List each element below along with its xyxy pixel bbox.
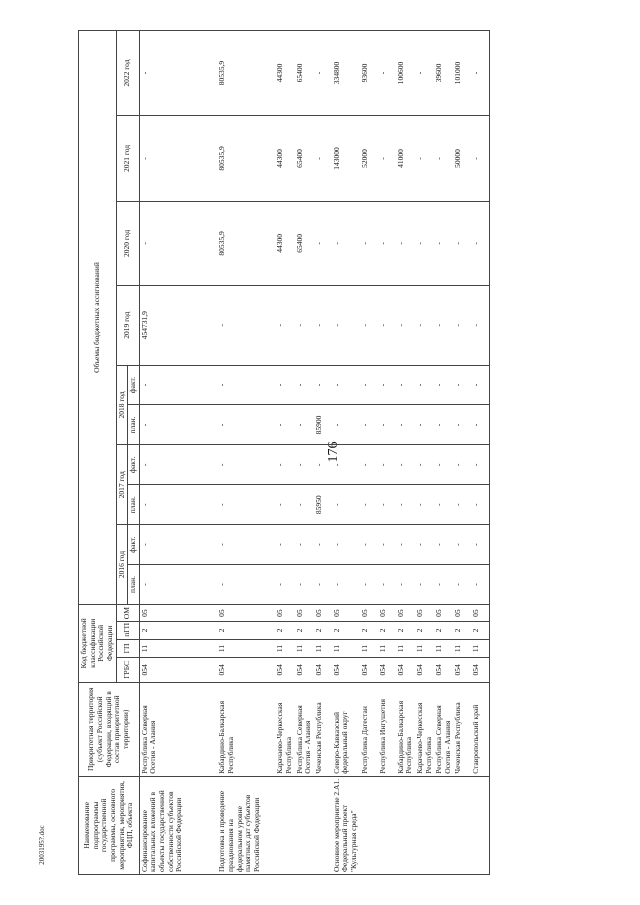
cell-fact-2018: -: [396, 365, 415, 405]
cell-2020: -: [314, 201, 332, 285]
cell-pgp: 2: [471, 622, 489, 639]
cell-fact-2018: -: [139, 365, 217, 405]
cell-2020: -: [396, 201, 415, 285]
cell-territory: Кабардино-Балкарская Республика: [396, 682, 415, 776]
cell-pgp: 2: [360, 622, 378, 639]
cell-om: 05: [415, 604, 434, 621]
cell-2019: 454731,9: [139, 285, 217, 365]
header-pgp: пГП: [116, 622, 139, 639]
cell-name: Основное мероприятие 2.А1. Федеральный проект "Культурная среда": [332, 776, 360, 874]
cell-2019: -: [360, 285, 378, 365]
header-program-name: Наименование подпрограммы государственной программы, основного мероприятия, мероприятия, ФЦП, объекта: [79, 776, 140, 874]
cell-fact-2018: -: [453, 365, 471, 405]
cell-grbs: 054: [275, 658, 294, 683]
header-volumes: Объемы бюджетных ассигнований: [79, 31, 117, 605]
cell-2019: -: [332, 285, 360, 365]
document-code: 2003195?.doc: [38, 825, 46, 865]
cell-territory: Кабардино-Балкарская Республика: [217, 682, 275, 776]
cell-territory: Карачаево-Черкесская Республика: [275, 682, 294, 776]
cell-2021: 143000: [332, 116, 360, 202]
header-territory: Приоритетная территория (субъект Российской Федерации, входящий в состав приоритетной территории): [79, 682, 140, 776]
page-number: 176: [326, 441, 341, 463]
cell-fact-2018: -: [378, 365, 396, 405]
cell-fact-2017: -: [314, 445, 332, 485]
cell-pgp: 2: [139, 622, 217, 639]
cell-fact-2017: -: [275, 445, 294, 485]
cell-plan-2016: -: [332, 565, 360, 605]
header-plan-2018: план.: [128, 405, 140, 445]
cell-2020: 44300: [275, 201, 294, 285]
cell-2021: 80535,9: [217, 116, 275, 202]
cell-territory: Чеченская Республика: [453, 682, 471, 776]
cell-gp: 11: [471, 639, 489, 657]
table-row: [471, 31, 489, 875]
cell-fact-2017: -: [415, 445, 434, 485]
cell-2019: -: [434, 285, 453, 365]
cell-plan-2017: -: [471, 485, 489, 525]
table-row: [275, 31, 294, 875]
cell-fact-2016: -: [396, 525, 415, 565]
cell-om: 05: [434, 604, 453, 621]
cell-2022: 80535,9: [217, 31, 275, 116]
cell-plan-2017: -: [139, 485, 217, 525]
cell-2020: -: [434, 201, 453, 285]
cell-fact-2016: -: [275, 525, 294, 565]
cell-name: [275, 776, 294, 874]
cell-plan-2018: -: [360, 405, 378, 445]
cell-name: [434, 776, 453, 874]
cell-name: [415, 776, 434, 874]
cell-plan-2016: -: [434, 565, 453, 605]
cell-fact-2018: -: [332, 365, 360, 405]
cell-plan-2017: -: [217, 485, 275, 525]
header-fact-2016: факт.: [128, 525, 140, 565]
cell-om: 05: [396, 604, 415, 621]
cell-2021: 52000: [360, 116, 378, 202]
cell-grbs: 054: [139, 658, 217, 683]
cell-territory: Ставропольский край: [471, 682, 489, 776]
cell-territory: Республика Ингушетия: [378, 682, 396, 776]
table-row: [453, 31, 471, 875]
cell-2022: 93600: [360, 31, 378, 116]
header-om: ОМ: [116, 604, 139, 621]
cell-name: [396, 776, 415, 874]
cell-2019: -: [295, 285, 314, 365]
budget-table: [78, 30, 490, 875]
cell-fact-2017: -: [378, 445, 396, 485]
table-row: [314, 31, 332, 875]
cell-territory: Карачаево-Черкесская Республика: [415, 682, 434, 776]
cell-om: 05: [295, 604, 314, 621]
header-plan-2016: план.: [128, 565, 140, 605]
cell-pgp: 2: [415, 622, 434, 639]
header-year-2021: 2021 год: [116, 116, 139, 202]
rotated-page: [78, 0, 618, 875]
cell-grbs: 054: [453, 658, 471, 683]
cell-fact-2018: -: [217, 365, 275, 405]
cell-plan-2017: -: [415, 485, 434, 525]
cell-pgp: 2: [453, 622, 471, 639]
cell-plan-2017: 85950: [314, 485, 332, 525]
cell-fact-2016: -: [332, 525, 360, 565]
cell-plan-2018: 85900: [314, 405, 332, 445]
cell-2020: 65400: [295, 201, 314, 285]
cell-om: 05: [139, 604, 217, 621]
cell-2022: -: [471, 31, 489, 116]
cell-2022: 334800: [332, 31, 360, 116]
cell-2019: -: [453, 285, 471, 365]
cell-2019: -: [471, 285, 489, 365]
table-row: [434, 31, 453, 875]
cell-plan-2017: -: [332, 485, 360, 525]
cell-pgp: 2: [314, 622, 332, 639]
cell-fact-2016: -: [453, 525, 471, 565]
cell-gp: 11: [139, 639, 217, 657]
cell-plan-2017: -: [434, 485, 453, 525]
table-row: [139, 31, 217, 875]
header-grbs: ГРБС: [116, 658, 139, 683]
cell-plan-2018: -: [434, 405, 453, 445]
cell-2021: 44300: [275, 116, 294, 202]
cell-pgp: 2: [275, 622, 294, 639]
cell-gp: 11: [453, 639, 471, 657]
cell-2019: -: [217, 285, 275, 365]
cell-plan-2018: -: [415, 405, 434, 445]
cell-name: [314, 776, 332, 874]
cell-plan-2016: -: [139, 565, 217, 605]
cell-2020: -: [139, 201, 217, 285]
table-row: [332, 31, 360, 875]
cell-plan-2018: -: [378, 405, 396, 445]
cell-fact-2017: -: [217, 445, 275, 485]
cell-fact-2017: -: [471, 445, 489, 485]
cell-fact-2018: -: [415, 365, 434, 405]
cell-plan-2016: -: [295, 565, 314, 605]
cell-2020: 80535,9: [217, 201, 275, 285]
cell-2022: 39600: [434, 31, 453, 116]
cell-fact-2016: -: [295, 525, 314, 565]
cell-territory: Республика Северная Осетия - Алания: [139, 682, 217, 776]
cell-plan-2016: -: [360, 565, 378, 605]
cell-plan-2018: -: [217, 405, 275, 445]
cell-2020: -: [453, 201, 471, 285]
cell-plan-2016: -: [314, 565, 332, 605]
cell-gp: 11: [396, 639, 415, 657]
header-fact-2017: факт.: [128, 445, 140, 485]
cell-plan-2018: -: [332, 405, 360, 445]
cell-gp: 11: [332, 639, 360, 657]
cell-name: [295, 776, 314, 874]
cell-2019: -: [415, 285, 434, 365]
cell-om: 05: [217, 604, 275, 621]
cell-grbs: 054: [332, 658, 360, 683]
cell-om: 05: [332, 604, 360, 621]
cell-2022: -: [378, 31, 396, 116]
cell-2020: -: [378, 201, 396, 285]
cell-territory: Республика Северная Осетия - Алания: [434, 682, 453, 776]
cell-2019: -: [378, 285, 396, 365]
cell-2021: 65400: [295, 116, 314, 202]
header-year-2016: 2016 год: [116, 525, 128, 605]
header-year-2020: 2020 год: [116, 201, 139, 285]
cell-2019: -: [314, 285, 332, 365]
cell-gp: 11: [360, 639, 378, 657]
cell-2021: 50000: [453, 116, 471, 202]
cell-fact-2017: -: [295, 445, 314, 485]
cell-plan-2016: -: [471, 565, 489, 605]
header-year-2018: 2018 год: [116, 365, 128, 445]
table-body: [139, 31, 489, 875]
cell-plan-2018: -: [139, 405, 217, 445]
cell-grbs: 054: [360, 658, 378, 683]
cell-pgp: 2: [332, 622, 360, 639]
cell-plan-2017: -: [378, 485, 396, 525]
cell-fact-2018: -: [275, 365, 294, 405]
cell-gp: 11: [415, 639, 434, 657]
cell-fact-2018: -: [471, 365, 489, 405]
cell-gp: 11: [378, 639, 396, 657]
cell-fact-2016: -: [415, 525, 434, 565]
cell-om: 05: [275, 604, 294, 621]
cell-fact-2017: -: [360, 445, 378, 485]
cell-om: 05: [360, 604, 378, 621]
cell-territory: Чеченская Республика: [314, 682, 332, 776]
cell-om: 05: [471, 604, 489, 621]
cell-grbs: 054: [434, 658, 453, 683]
cell-grbs: 054: [471, 658, 489, 683]
cell-pgp: 2: [378, 622, 396, 639]
cell-2019: -: [275, 285, 294, 365]
cell-plan-2018: -: [471, 405, 489, 445]
cell-fact-2016: -: [360, 525, 378, 565]
cell-pgp: 2: [396, 622, 415, 639]
cell-plan-2016: -: [415, 565, 434, 605]
cell-plan-2016: -: [453, 565, 471, 605]
cell-2021: -: [314, 116, 332, 202]
cell-name: Софинансирование капитальных вложений в объекты государственной собственности субъектов Российской Федерации: [139, 776, 217, 874]
cell-fact-2017: -: [396, 445, 415, 485]
cell-fact-2016: -: [139, 525, 217, 565]
cell-2022: 44300: [275, 31, 294, 116]
cell-2022: -: [139, 31, 217, 116]
cell-2022: 65400: [295, 31, 314, 116]
cell-gp: 11: [314, 639, 332, 657]
cell-fact-2018: -: [360, 365, 378, 405]
cell-plan-2018: -: [396, 405, 415, 445]
cell-fact-2018: -: [434, 365, 453, 405]
table-row: [415, 31, 434, 875]
cell-om: 05: [314, 604, 332, 621]
cell-plan-2016: -: [217, 565, 275, 605]
cell-2019: -: [396, 285, 415, 365]
cell-2021: -: [415, 116, 434, 202]
cell-2021: -: [434, 116, 453, 202]
cell-plan-2016: -: [378, 565, 396, 605]
cell-fact-2017: -: [139, 445, 217, 485]
header-plan-2017: план.: [128, 485, 140, 525]
cell-name: [360, 776, 378, 874]
table-row: [396, 31, 415, 875]
cell-territory: Северо-Кавказский федеральный округ: [332, 682, 360, 776]
cell-2021: 41000: [396, 116, 415, 202]
cell-grbs: 054: [295, 658, 314, 683]
cell-fact-2018: -: [295, 365, 314, 405]
cell-plan-2017: -: [360, 485, 378, 525]
cell-2021: -: [471, 116, 489, 202]
cell-plan-2018: -: [275, 405, 294, 445]
cell-plan-2017: -: [295, 485, 314, 525]
cell-pgp: 2: [434, 622, 453, 639]
cell-2020: -: [332, 201, 360, 285]
cell-fact-2016: -: [378, 525, 396, 565]
cell-om: 05: [453, 604, 471, 621]
cell-plan-2018: -: [295, 405, 314, 445]
cell-gp: 11: [434, 639, 453, 657]
cell-grbs: 054: [378, 658, 396, 683]
cell-fact-2016: -: [217, 525, 275, 565]
cell-name: [471, 776, 489, 874]
header-classification: Код бюджетной классификации Российской Федерации: [79, 604, 117, 682]
cell-2021: -: [378, 116, 396, 202]
cell-plan-2017: -: [275, 485, 294, 525]
cell-fact-2016: -: [314, 525, 332, 565]
cell-name: [378, 776, 396, 874]
cell-2020: -: [471, 201, 489, 285]
table-row: [360, 31, 378, 875]
header-gp: ГП: [116, 639, 139, 657]
cell-fact-2016: -: [471, 525, 489, 565]
cell-name: [453, 776, 471, 874]
cell-2020: -: [415, 201, 434, 285]
cell-grbs: 054: [314, 658, 332, 683]
cell-fact-2017: -: [332, 445, 360, 485]
cell-grbs: 054: [415, 658, 434, 683]
cell-gp: 11: [275, 639, 294, 657]
cell-2022: -: [415, 31, 434, 116]
cell-plan-2017: -: [453, 485, 471, 525]
cell-plan-2018: -: [453, 405, 471, 445]
cell-territory: Республика Северная Осетия - Алания: [295, 682, 314, 776]
header-year-2019: 2019 год: [116, 285, 139, 365]
cell-territory: Республика Дагестан: [360, 682, 378, 776]
cell-fact-2017: -: [434, 445, 453, 485]
cell-grbs: 054: [396, 658, 415, 683]
cell-fact-2018: -: [314, 365, 332, 405]
header-year-2017: 2017 год: [116, 445, 128, 525]
cell-plan-2016: -: [275, 565, 294, 605]
cell-gp: 11: [217, 639, 275, 657]
cell-pgp: 2: [217, 622, 275, 639]
cell-plan-2016: -: [396, 565, 415, 605]
cell-fact-2017: -: [453, 445, 471, 485]
cell-grbs: 054: [217, 658, 275, 683]
table-row: [217, 31, 275, 875]
cell-gp: 11: [295, 639, 314, 657]
cell-2022: 101000: [453, 31, 471, 116]
header-fact-2018: факт.: [128, 365, 140, 405]
cell-om: 05: [378, 604, 396, 621]
cell-plan-2017: -: [396, 485, 415, 525]
table-row: [295, 31, 314, 875]
cell-2022: -: [314, 31, 332, 116]
header-year-2022: 2022 год: [116, 31, 139, 116]
table-row: [378, 31, 396, 875]
cell-2021: -: [139, 116, 217, 202]
cell-2022: 100600: [396, 31, 415, 116]
cell-2020: -: [360, 201, 378, 285]
cell-name: Подготовка и проведение празднования на федеральном уровне памятных дат субъектов Российской Федерации: [217, 776, 275, 874]
cell-fact-2016: -: [434, 525, 453, 565]
cell-pgp: 2: [295, 622, 314, 639]
